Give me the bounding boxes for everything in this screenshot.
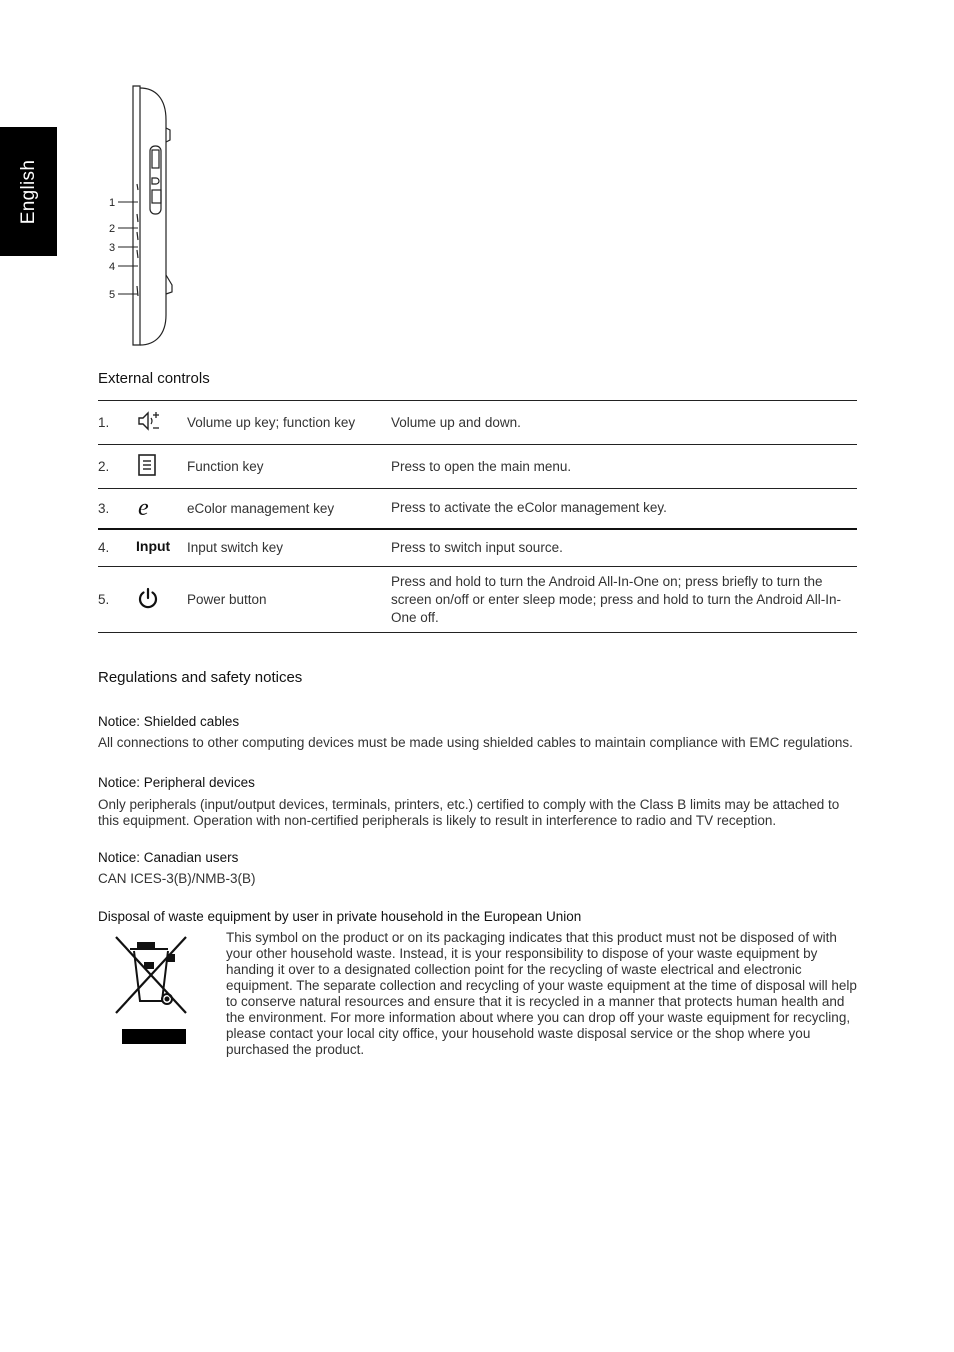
control-description: Press to activate the eColor management key. [391,500,667,516]
table-row [98,529,857,567]
notice-body-peripheral-devices: Only peripherals (input/output devices, terminals, printers, etc.) certified to comply with the Class B limits may be attached to this equipment. Operation with non-certified peripherals is likely to result in interference to radio and TV reception. [98,797,840,828]
table-row [98,567,857,633]
notice-body-shielded-cables: All connections to other computing devices must be made using shielded cables to maintain compliance with EMC regulations. [98,735,853,750]
callout-5: 5 [109,289,116,301]
weee-title: Disposal of waste equipment by user in private household in the European Union [98,909,582,924]
control-name: Input switch key [187,540,284,556]
row-number: 1. [98,415,110,430]
crossed-out-wheelie-bin-icon [112,935,192,1047]
menu-list-icon [136,453,158,477]
control-description: Press to open the main menu. [391,458,572,474]
control-name: Function key [187,459,264,474]
external-controls-heading: External controls [98,370,210,387]
volume-speaker-icon [136,410,162,432]
table-row [98,401,857,445]
notice-title-peripheral-devices: Notice: Peripheral devices [98,775,255,790]
table-row [98,489,857,529]
language-label: English [17,159,39,224]
row-number: 5. [98,592,110,607]
notice-body-canadian-users: CAN ICES-3(B)/NMB-3(B) [98,871,256,886]
ecolor-e-icon: e [138,494,149,521]
regulations-heading: Regulations and safety notices [98,669,303,686]
control-name: Volume up key; function key [187,415,356,430]
table-row [98,445,857,489]
control-name: eColor management key [187,500,335,516]
row-number: 3. [98,500,110,516]
language-side-tab [0,127,57,256]
control-description: Press and hold to turn the Android All-In-One on; press briefly to turn the screen on/off or enter sleep mode; press and hold to turn the Android All-In-One off. [391,573,842,625]
input-text-icon: Input [136,537,171,554]
notice-title-shielded-cables: Notice: Shielded cables [98,714,240,729]
callout-2: 2 [109,223,116,235]
weee-body: This symbol on the product or on its packaging indicates that this product must not be disposed of with your other household waste. Instead, it is your responsibility to dispose of your waste equipment by handing it over to a designated collection point for the recycling of waste electrical and electronic equipment. The separate collection and recycling of your waste equipment at the time of disposal will help to conserve natural resources and ensure that it is recycled in a manner that protects human health and the environment. For more information about where you can drop off your waste equipment for recycling, please contact your local city office, your household waste disposal service or the shop where you purchased the product. [226,930,857,1057]
device-side-view-figure [100,80,190,355]
row-number: 2. [98,459,110,474]
control-name: Power button [187,592,267,607]
power-icon [136,586,160,610]
control-description: Volume up and down. [391,414,521,430]
notice-title-canadian-users: Notice: Canadian users [98,850,239,865]
external-controls-table [98,400,857,633]
callout-1: 1 [109,197,116,209]
callout-3: 3 [109,242,116,254]
control-description: Press to switch input source. [391,539,563,555]
row-number: 4. [98,540,110,556]
callout-4: 4 [109,261,116,273]
